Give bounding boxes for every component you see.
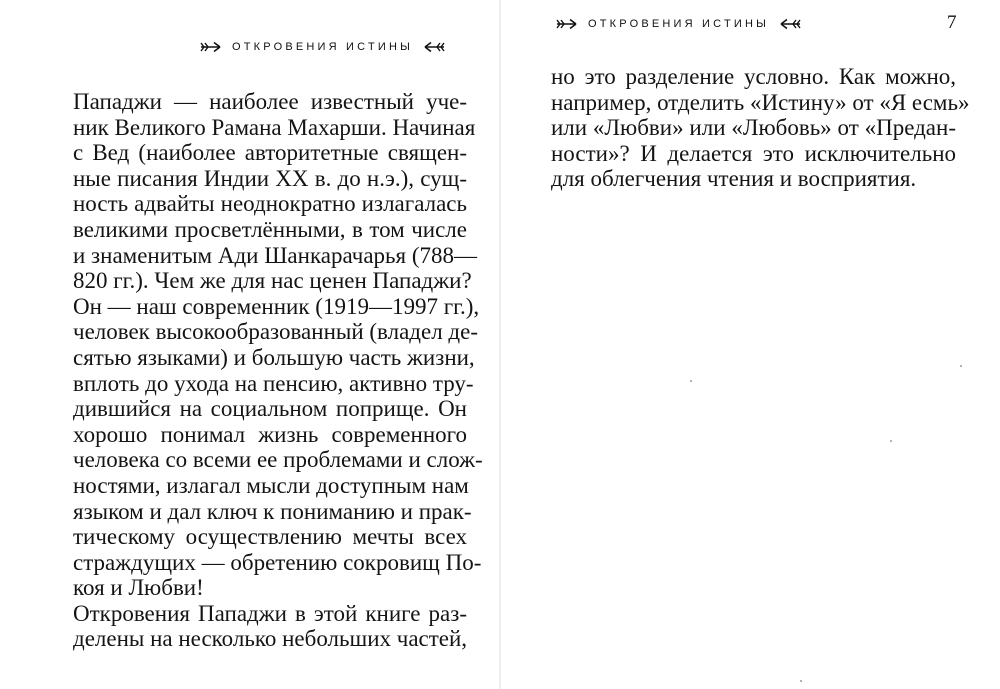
running-head-left <box>200 41 445 53</box>
text-line: но это разделение условно. Как можно, <box>551 64 956 89</box>
running-head-right <box>556 18 801 30</box>
text-line: с Вед (наиболее авторитетные священ- <box>73 140 467 166</box>
fleuron-left-icon <box>556 18 578 30</box>
paragraph-papaji <box>73 89 483 601</box>
right-page-body <box>551 64 970 192</box>
text-line: ные писания Индии XX в. до н.э.), сущ- <box>73 165 467 191</box>
text-line: сятью языками) и большую часть жизни, <box>73 344 475 370</box>
text-line: человека со всеми ее проблемами и слож- <box>73 447 483 473</box>
text-line: коя и Любви! <box>73 575 204 601</box>
paper-speck <box>960 365 962 367</box>
text-line: ностями, излагал мысли доступным нам <box>73 472 469 498</box>
text-line: тическому осуществлению мечты всех <box>73 524 467 550</box>
text-line: или «Любви» или «Любовь» от «Предан- <box>551 115 956 141</box>
running-head-text: ОТКРОВЕНИЯ ИСТИНЫ <box>588 18 770 30</box>
text-line: ность адвайты неоднократно излагалась <box>73 191 467 217</box>
paragraph-continuation <box>551 64 970 192</box>
text-line: человек высокообразованный (владел де- <box>73 319 479 345</box>
running-head-text: ОТКРОВЕНИЯ ИСТИНЫ <box>232 41 414 53</box>
paragraph-revelations <box>73 601 467 652</box>
text-line: и знаменитым Ади Шанкарачарья (788— <box>73 242 478 268</box>
text-line: для облегчения чтения и восприятия. <box>551 166 917 192</box>
fleuron-right-icon <box>423 41 445 53</box>
text-line: хорошо понимал жизнь современного <box>73 421 467 447</box>
paper-speck <box>690 380 692 382</box>
text-line: вплоть до ухода на пенсию, активно тру- <box>73 370 474 396</box>
text-line: дившийся на социальном поприще. Он <box>73 396 467 422</box>
text-line: страждущих — обретению сокровищ По- <box>73 549 482 575</box>
text-line: делены на несколько небольших частей, <box>73 626 468 652</box>
text-line: Пападжи — наиболее известный уче- <box>73 89 467 114</box>
text-line: великими просветлёнными, в том числе <box>73 216 467 242</box>
page-number: 7 <box>947 12 957 33</box>
text-line: ности»? И делается это исключительно <box>551 140 956 166</box>
text-line: языком и дал ключ к пониманию и прак- <box>73 498 472 524</box>
left-page-body <box>73 89 483 652</box>
text-line: ник Великого Рамана Махарши. Начиная <box>73 114 476 140</box>
text-line: 820 гг.). Чем же для нас ценен Пападжи? <box>73 268 472 294</box>
fleuron-right-icon <box>779 18 801 30</box>
right-page <box>500 0 1000 689</box>
text-line: Откровения Пападжи в этой книге раз- <box>73 600 467 626</box>
fleuron-left-icon <box>200 41 222 53</box>
paper-speck <box>890 440 892 442</box>
text-line: Он — наш современник (1919—1997 гг.), <box>73 293 480 319</box>
paper-speck <box>800 680 802 682</box>
text-line: например, отделить «Истину» от «Я есмь» <box>551 89 970 115</box>
